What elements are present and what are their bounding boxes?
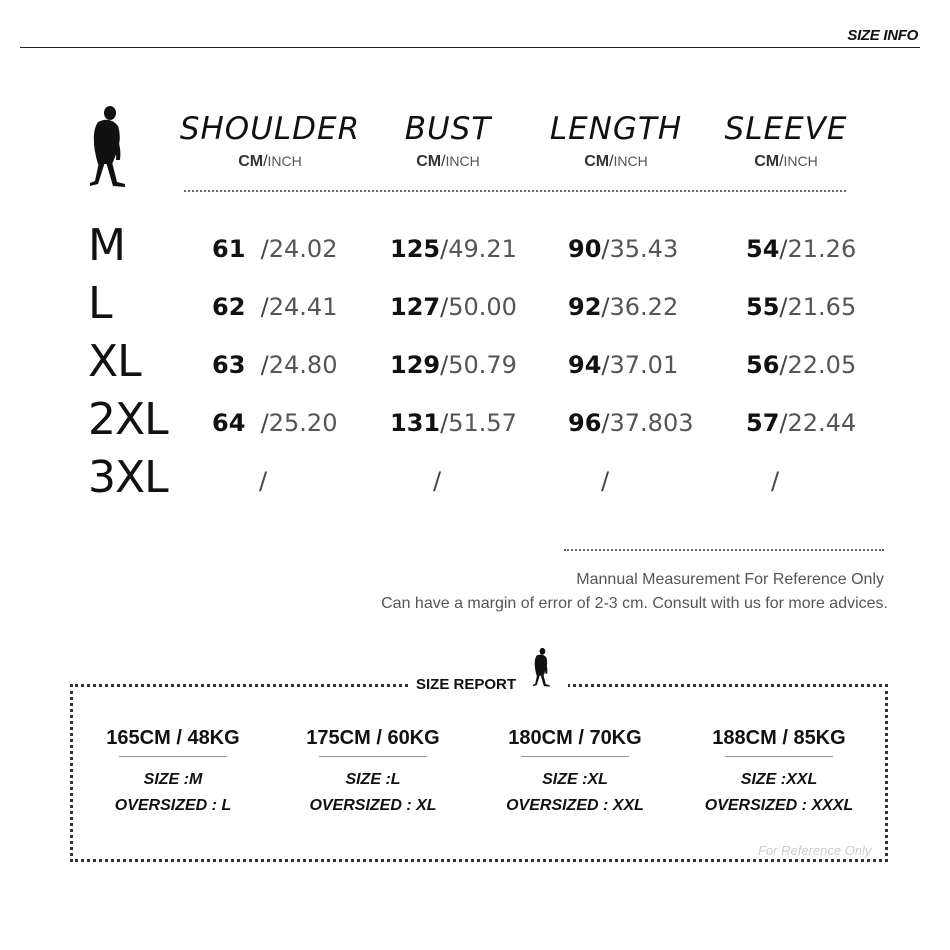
oversized-size: OVERSIZED : XXXL [704, 797, 854, 814]
size-label-2xl: 2XL [88, 394, 168, 445]
cell-l-bust [390, 293, 517, 321]
height-weight: 175CM / 60KG [306, 727, 440, 749]
cm-value: 125 [390, 235, 441, 263]
inch-value: 21.65 [787, 293, 857, 321]
entry-underline [319, 756, 427, 757]
size-report-entry [288, 727, 458, 819]
recommended-size: SIZE :L [345, 771, 401, 788]
column-name: SLEEVE [724, 111, 848, 147]
inch-value: 50.79 [448, 351, 517, 379]
inch-value: 25.20 [268, 409, 338, 437]
entry-underline [725, 756, 833, 757]
separator: / [601, 409, 610, 437]
recommended-size: SIZE :XXL [740, 771, 818, 788]
cell-xl-shoulder [212, 351, 337, 379]
cm-value: 56 [746, 351, 780, 379]
walking-figure-icon [84, 104, 130, 188]
walking-figure-icon [530, 645, 552, 689]
cell-2xl-sleeve [746, 409, 856, 437]
separator: / [260, 351, 269, 379]
separator: / [259, 467, 268, 495]
cell-xl-sleeve [746, 351, 856, 379]
oversized-size: OVERSIZED : XL [309, 797, 437, 814]
size-info-title: SIZE INFO [847, 27, 918, 44]
cm-value: 94 [568, 351, 602, 379]
size-label-xl: XL [88, 336, 141, 387]
cell-2xl-shoulder [212, 409, 337, 437]
unit-separator: / [779, 153, 784, 170]
inch-value: 35.43 [609, 235, 679, 263]
unit-cm: CM [416, 153, 442, 170]
unit-separator: / [609, 153, 614, 170]
cm-value: 92 [568, 293, 602, 321]
cm-value: 61 [212, 235, 246, 263]
inch-value: 22.05 [787, 351, 857, 379]
oversized-size: OVERSIZED : XXL [506, 797, 644, 814]
inch-value: 22.44 [787, 409, 857, 437]
size-report-title: SIZE REPORT [416, 676, 517, 693]
cm-value: 64 [212, 409, 246, 437]
height-weight: 180CM / 70KG [508, 727, 642, 749]
size-label-l: L [88, 278, 112, 329]
measurement-note: Mannual Measurement For Reference Only [576, 571, 884, 588]
column-name: LENGTH [549, 111, 683, 147]
cell-3xl-shoulder [259, 467, 267, 495]
separator: / [601, 467, 610, 495]
inch-value: 49.21 [448, 235, 517, 263]
unit-cm: CM [584, 153, 610, 170]
separator: / [779, 293, 788, 321]
cell-m-bust [390, 235, 517, 263]
cm-value: 129 [390, 351, 441, 379]
notes-dotted-divider [564, 549, 884, 551]
unit-cm: CM [754, 153, 780, 170]
separator: / [779, 409, 788, 437]
column-name: SHOULDER [179, 111, 361, 147]
oversized-size: OVERSIZED : L [114, 797, 232, 814]
cm-value: 63 [212, 351, 246, 379]
header-dotted-divider [184, 190, 846, 192]
unit-separator: / [441, 153, 446, 170]
entry-underline [119, 756, 227, 757]
column-name: BUST [404, 111, 492, 147]
cm-value: 54 [746, 235, 780, 263]
cm-value: 55 [746, 293, 780, 321]
cell-l-length [568, 293, 678, 321]
size-report-entry [88, 727, 258, 819]
unit-inch: INCH [267, 153, 302, 169]
cell-2xl-length [568, 409, 693, 437]
column-header-sleeve [686, 111, 886, 171]
separator: / [260, 235, 269, 263]
separator: / [601, 235, 610, 263]
header-divider [20, 47, 920, 48]
separator: / [260, 409, 269, 437]
inch-value: 24.80 [268, 351, 338, 379]
cell-m-sleeve [746, 235, 856, 263]
cm-value: 57 [746, 409, 780, 437]
separator: / [440, 235, 449, 263]
cm-value: 62 [212, 293, 246, 321]
inch-value: 24.02 [268, 235, 338, 263]
cell-l-shoulder [212, 293, 337, 321]
cm-value: 90 [568, 235, 602, 263]
separator: / [779, 351, 788, 379]
inch-value: 24.41 [268, 293, 338, 321]
size-label-m: M [88, 220, 125, 271]
size-report-entry [490, 727, 660, 819]
separator: / [779, 235, 788, 263]
cell-l-sleeve [746, 293, 856, 321]
cell-xl-bust [390, 351, 517, 379]
entry-underline [521, 756, 629, 757]
separator: / [440, 351, 449, 379]
separator: / [601, 351, 610, 379]
cm-value: 127 [390, 293, 441, 321]
cell-3xl-sleeve [771, 467, 779, 495]
unit-inch: INCH [445, 153, 480, 169]
separator: / [601, 293, 610, 321]
inch-value: 21.26 [787, 235, 857, 263]
recommended-size: SIZE :XL [542, 771, 608, 788]
reference-only-note: For Reference Only [758, 843, 872, 858]
cell-m-length [568, 235, 678, 263]
height-weight: 165CM / 48KG [106, 727, 240, 749]
separator: / [260, 293, 269, 321]
separator: / [433, 467, 442, 495]
separator: / [771, 467, 780, 495]
inch-value: 50.00 [448, 293, 517, 321]
cell-3xl-length [601, 467, 609, 495]
height-weight: 188CM / 85KG [712, 727, 846, 749]
unit-cm: CM [238, 153, 264, 170]
column-header-shoulder [170, 111, 370, 171]
cell-m-shoulder [212, 235, 337, 263]
separator: / [440, 409, 449, 437]
inch-value: 37.01 [609, 351, 679, 379]
size-label-3xl: 3XL [88, 452, 168, 503]
inch-value: 37.803 [609, 409, 694, 437]
size-report-entry [694, 727, 864, 819]
recommended-size: SIZE :M [143, 771, 203, 788]
cell-3xl-bust [433, 467, 441, 495]
unit-separator: / [263, 153, 268, 170]
cm-value: 131 [390, 409, 441, 437]
cm-value: 96 [568, 409, 602, 437]
inch-value: 51.57 [448, 409, 517, 437]
margin-note: Can have a margin of error of 2-3 cm. Consult with us for more advices. [381, 595, 888, 612]
inch-value: 36.22 [609, 293, 679, 321]
cell-xl-length [568, 351, 678, 379]
unit-inch: INCH [613, 153, 648, 169]
separator: / [440, 293, 449, 321]
cell-2xl-bust [390, 409, 517, 437]
column-unit [686, 153, 886, 171]
unit-inch: INCH [783, 153, 818, 169]
column-unit [170, 153, 370, 171]
